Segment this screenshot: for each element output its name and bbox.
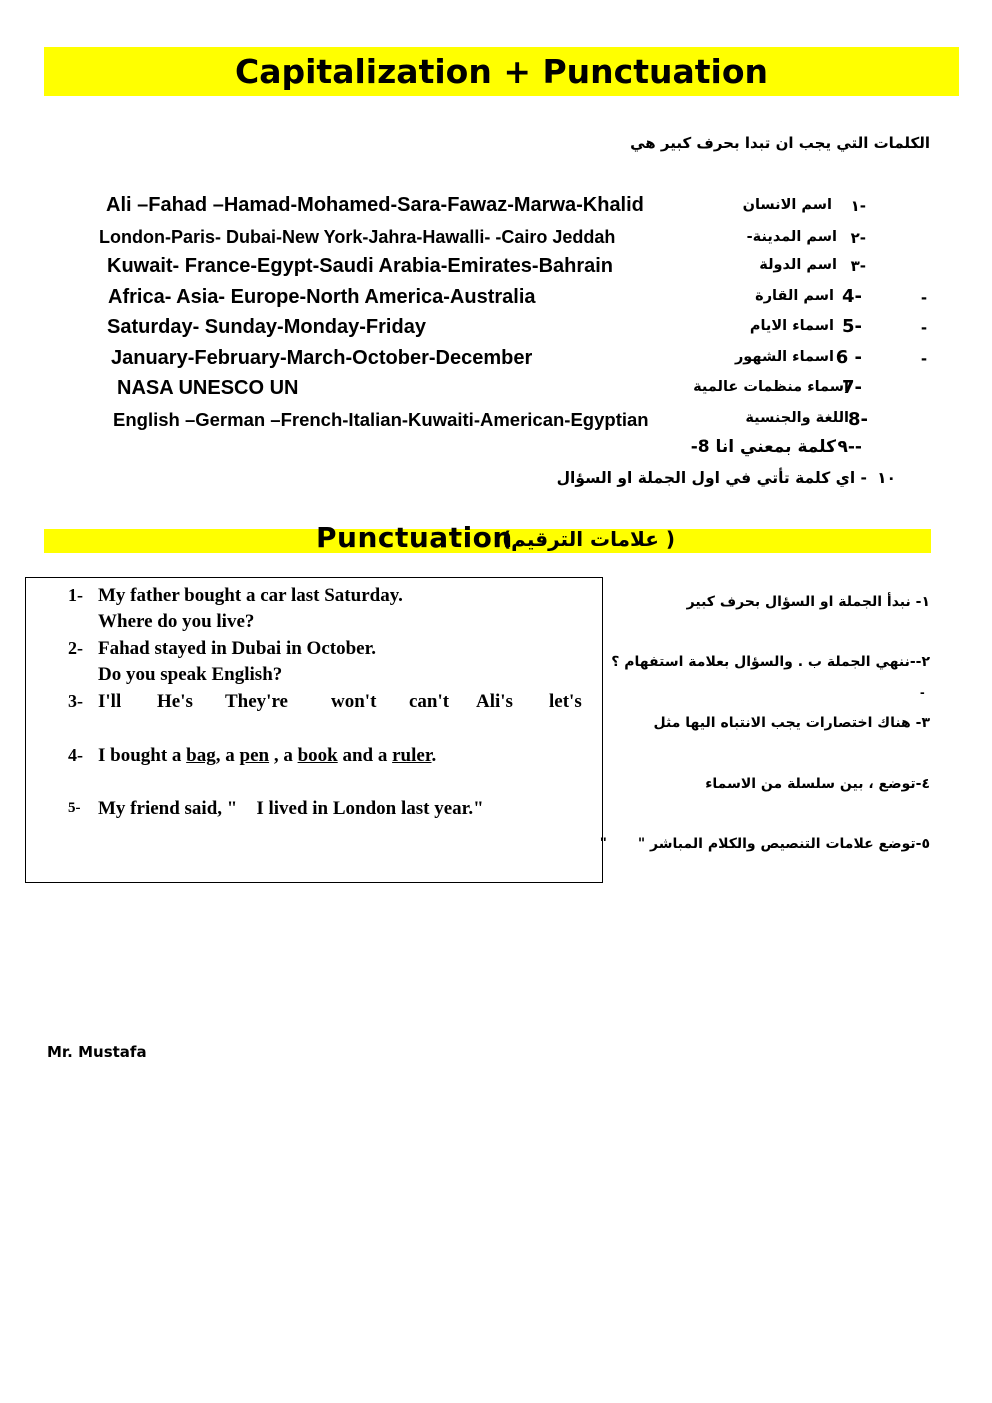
cap-examples-6: January-February-March-October-December [111, 347, 533, 369]
page-title: Capitalization + Punctuation [44, 47, 959, 96]
cap-number-7: 7- [842, 377, 862, 398]
underlined-noun: ruler [392, 745, 432, 766]
example-1-line-1: My father bought a car last Saturday. [98, 585, 403, 606]
cap-number-6: 6 - [835, 347, 862, 368]
punctuation-rule-dash: - [920, 684, 925, 700]
cap-number-3: ٣- [850, 257, 866, 275]
example-number-3: 3- [68, 691, 83, 711]
cap-examples-4: Africa- Asia- Europe-North America-Australia [108, 286, 536, 308]
example-4-sentence: I bought a bag, a pen , a book and a ruler. [98, 745, 437, 766]
contraction-word: They're [225, 691, 288, 712]
cap-examples-1: Ali –Fahad –Hamad-Mohamed-Sara-Fawaz-Marwa-Khalid [106, 194, 644, 216]
contraction-word: He's [157, 691, 193, 712]
cap-label-5: اسماء الايام [749, 318, 834, 334]
example-5-sentence: My friend said, " I lived in London last year." [98, 798, 484, 819]
cap-label-3: اسم الدولة [759, 257, 837, 273]
contraction-word: can't [409, 691, 450, 712]
punctuation-rule-4: ٤-توضع ، بين سلسلة من الاسماء [705, 776, 930, 792]
cap-label-4: اسم القارة [755, 288, 834, 304]
punctuation-title: Punctuation [316, 521, 513, 554]
underlined-noun: bag [186, 745, 216, 766]
contraction-word: won't [331, 691, 377, 712]
underlined-noun: book [297, 745, 338, 766]
punctuation-rule-1: ١- نبدأ الجملة او السؤال بحرف كبير [686, 594, 930, 610]
contraction-word: I'll [98, 691, 122, 712]
cap-number-9: ٩-- [837, 437, 862, 457]
cap-number-5: 5- [842, 316, 862, 337]
cap-number-4: 4- [842, 286, 862, 307]
example-2-line-1: Fahad stayed in Dubai in October. [98, 638, 377, 659]
punctuation-title-arabic: ( علامات الترقيم) [502, 527, 675, 551]
side-dash-2: - [921, 317, 927, 337]
cap-label-9: كلمة بمعني انا 8- [690, 437, 836, 457]
punctuation-rule-2: ٢--ننهي الجملة ب . والسؤال بعلامة استفهام ؟ [611, 654, 930, 670]
cap-examples-7: NASA UNESCO UN [117, 377, 299, 399]
cap-examples-2: London-Paris- Dubai-New York-Jahra-Hawalli- -Cairo Jeddah [99, 227, 616, 247]
author-footer: Mr. Mustafa [47, 1043, 147, 1061]
example-number-4: 4- [68, 745, 83, 765]
punctuation-rule-3: ٣- هناك اختصارات يجب الانتباه اليها مثل [653, 715, 930, 731]
cap-number-2: ٢- [850, 229, 866, 247]
cap-examples-8: English –German –French-Italian-Kuwaiti-American-Egyptian [113, 409, 649, 430]
cap-label-8: اللغة والجنسية [745, 410, 849, 426]
cap-label-10: - اي كلمة تأتي في اول الجملة او السؤال [556, 469, 867, 487]
cap-examples-5: Saturday- Sunday-Monday-Friday [107, 316, 426, 338]
underlined-noun: pen [239, 745, 270, 766]
cap-label-2: اسم المدينة- [746, 229, 837, 245]
cap-label-1: اسم الانسان [742, 197, 832, 213]
punctuation-rule-5: ٥-توضع علامات التنصيص والكلام المباشر " [637, 836, 930, 852]
cap-examples-3: Kuwait- France-Egypt-Saudi Arabia-Emirates-Bahrain [107, 255, 614, 277]
contraction-word: Ali's [476, 691, 513, 712]
example-2-line-2: Do you speak English? [98, 664, 283, 685]
example-1-line-2: Where do you live? [98, 611, 255, 632]
example-number-5: 5- [68, 800, 81, 816]
cap-number-1: ١- [850, 197, 866, 215]
cap-number-10: ١٠ [877, 469, 896, 487]
side-dash-3: - [921, 348, 927, 368]
cap-label-6: اسماء الشهور [734, 349, 834, 365]
example-number-1: 1- [68, 585, 83, 605]
cap-label-7: اسماء منظمات عالمية [693, 379, 849, 395]
capitalization-intro: الكلمات التي يجب ان تبدا بحرف كبير هي [630, 134, 930, 152]
contraction-word: let's [549, 691, 582, 712]
punctuation-quote-mark: " [600, 834, 607, 850]
example-number-2: 2- [68, 638, 83, 658]
cap-number-8: 8- [848, 409, 868, 430]
side-dash-1: - [921, 287, 927, 307]
